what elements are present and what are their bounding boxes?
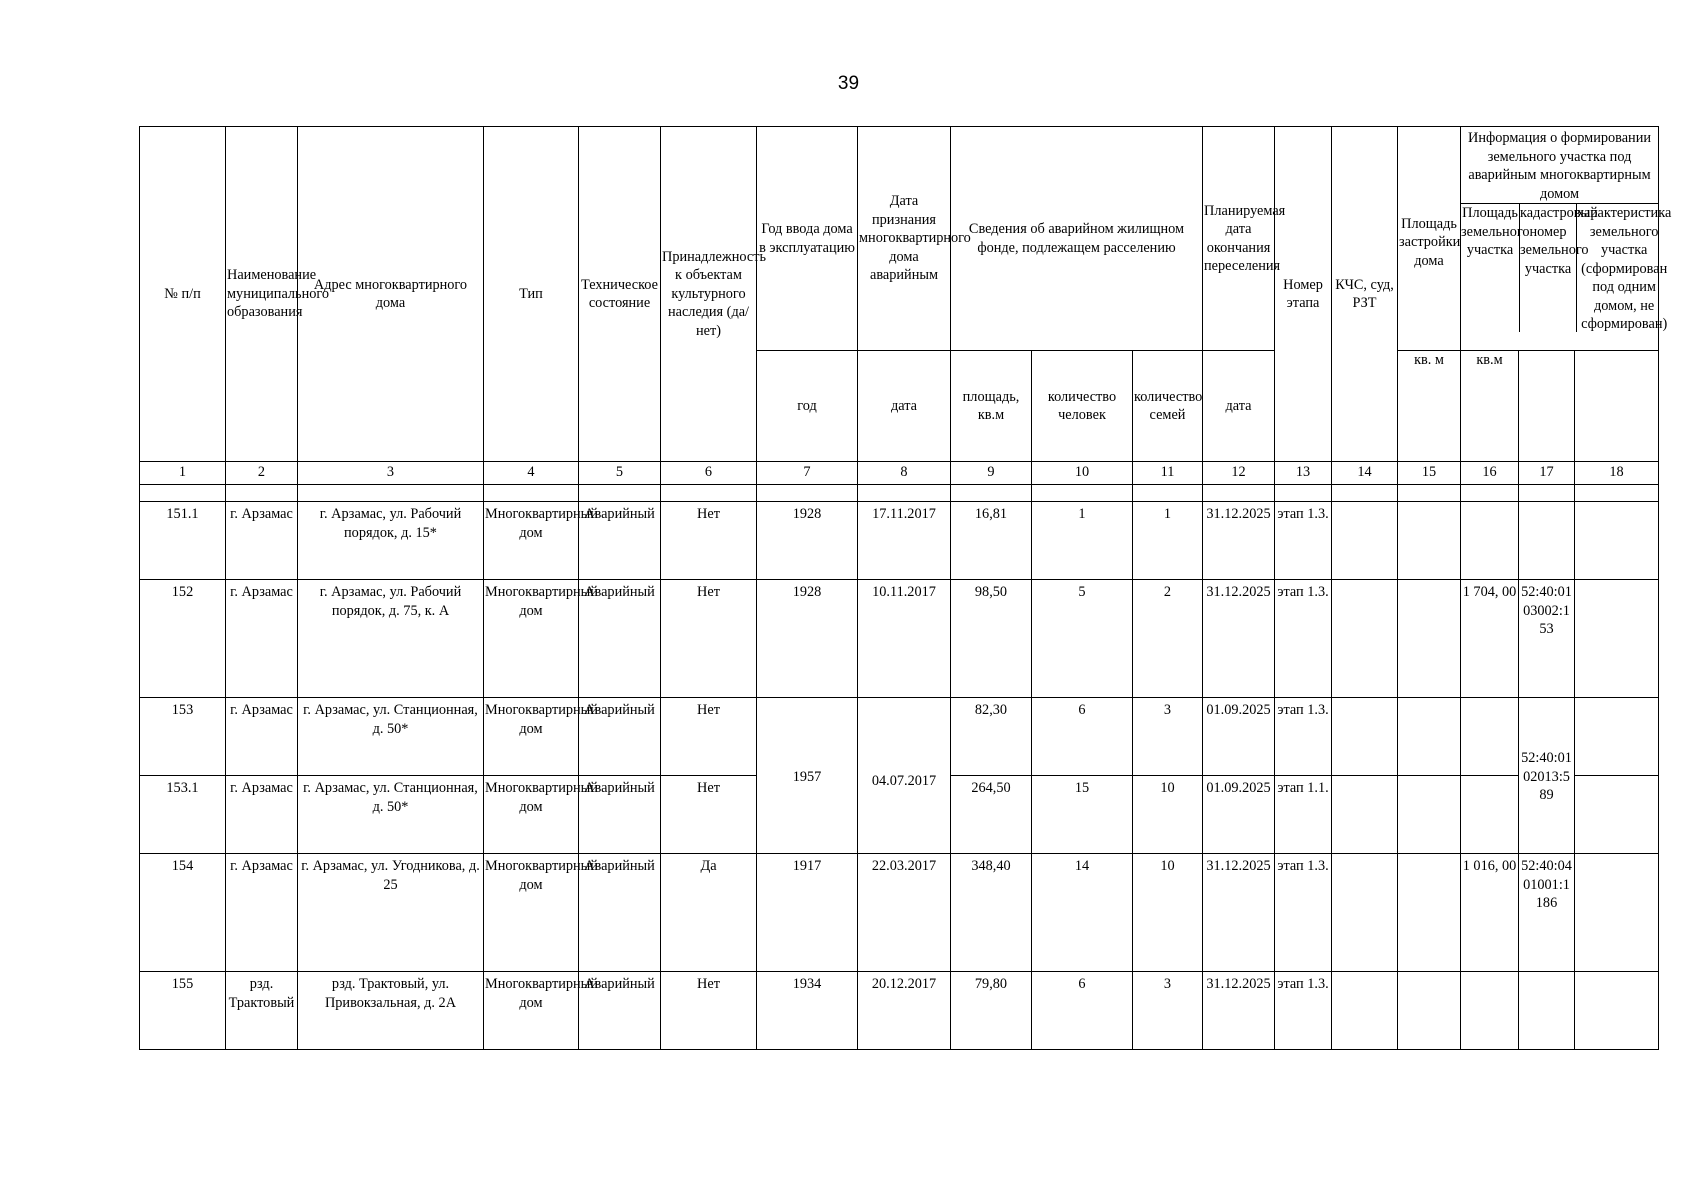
- header-year-unit: год: [757, 351, 858, 462]
- date-cell: 22.03.2017: [858, 854, 951, 972]
- date-cell: 10.11.2017: [858, 580, 951, 698]
- header-emergency-date: Дата признания многоквартирного дома аварийным: [858, 127, 951, 351]
- header-families-unit: количество семей: [1133, 351, 1203, 462]
- column-number: 11: [1133, 462, 1203, 485]
- end-date-cell: 01.09.2025: [1203, 776, 1275, 854]
- municipality-cell: г. Арзамас: [226, 854, 298, 972]
- header-kchs: КЧС, суд, РЗТ: [1332, 127, 1398, 462]
- land-character-cell: [1575, 776, 1659, 854]
- row-number: 154: [140, 854, 226, 972]
- type-cell: Многоквартирный дом: [484, 854, 579, 972]
- header-end-date-unit: дата: [1203, 351, 1275, 462]
- land-area-cell: [1461, 502, 1519, 580]
- column-number: 12: [1203, 462, 1275, 485]
- kchs-cell: [1332, 580, 1398, 698]
- header-people-unit: количество человек: [1032, 351, 1133, 462]
- state-cell: Аварийный: [579, 698, 661, 776]
- people-cell: 6: [1032, 698, 1133, 776]
- stage-cell: этап 1.3.: [1275, 854, 1332, 972]
- building-area-cell: [1398, 776, 1461, 854]
- type-cell: Многоквартирный дом: [484, 776, 579, 854]
- state-cell: Аварийный: [579, 580, 661, 698]
- type-cell: Многоквартирный дом: [484, 502, 579, 580]
- address-cell: г. Арзамас, ул. Рабочий порядок, д. 15*: [298, 502, 484, 580]
- type-cell: Многоквартирный дом: [484, 580, 579, 698]
- address-cell: г. Арзамас, ул. Станционная, д. 50*: [298, 776, 484, 854]
- area-cell: 16,81: [951, 502, 1032, 580]
- header-municipality: Наименование муниципального образования: [226, 127, 298, 462]
- date-cell: 17.11.2017: [858, 502, 951, 580]
- column-number: 4: [484, 462, 579, 485]
- date-cell: 20.12.2017: [858, 972, 951, 1050]
- families-cell: 1: [1133, 502, 1203, 580]
- header-land-info: Информация о формировании земельного участка под аварийным многоквартирным домом: [1461, 127, 1658, 204]
- families-cell: 10: [1133, 776, 1203, 854]
- area-cell: 348,40: [951, 854, 1032, 972]
- heritage-cell: Нет: [661, 972, 757, 1050]
- header-stage: Номер этапа: [1275, 127, 1332, 462]
- table-row: [140, 972, 1659, 1050]
- row-number: 153: [140, 698, 226, 776]
- page-number: 39: [837, 73, 860, 94]
- column-number: 10: [1032, 462, 1133, 485]
- column-number: 9: [951, 462, 1032, 485]
- end-date-cell: 31.12.2025: [1203, 502, 1275, 580]
- date-cell: 04.07.2017: [858, 698, 951, 854]
- column-numbers-row: [140, 462, 1659, 485]
- row-number: 151.1: [140, 502, 226, 580]
- header-land-area-unit: кв.м: [1461, 351, 1519, 462]
- municipality-cell: г. Арзамас: [226, 698, 298, 776]
- header-land-character-unit: [1575, 351, 1659, 462]
- area-cell: 79,80: [951, 972, 1032, 1050]
- header-cultural-heritage: Принадлежность к объектам культурного наследия (да/нет): [661, 127, 757, 462]
- end-date-cell: 31.12.2025: [1203, 580, 1275, 698]
- cadastre-cell: 52:40:0102013:589: [1519, 698, 1575, 854]
- header-technical-state: Техническое состояние: [579, 127, 661, 462]
- building-area-cell: [1398, 502, 1461, 580]
- state-cell: Аварийный: [579, 502, 661, 580]
- building-area-cell: [1398, 972, 1461, 1050]
- families-cell: 3: [1133, 972, 1203, 1050]
- header-date-unit: дата: [858, 351, 951, 462]
- column-number: 6: [661, 462, 757, 485]
- stage-cell: этап 1.3.: [1275, 580, 1332, 698]
- header-land-info-group: [1461, 127, 1672, 351]
- header-emergency-fund: Сведения об аварийном жилищном фонде, подлежащем расселению: [951, 127, 1203, 351]
- building-area-cell: [1398, 854, 1461, 972]
- area-cell: 82,30: [951, 698, 1032, 776]
- table-row: [140, 698, 1659, 776]
- heritage-cell: Нет: [661, 776, 757, 854]
- column-number: 1: [140, 462, 226, 485]
- stage-cell: этап 1.1.: [1275, 776, 1332, 854]
- area-cell: 264,50: [951, 776, 1032, 854]
- cadastre-cell: [1519, 502, 1575, 580]
- land-character-cell: [1575, 580, 1659, 698]
- building-area-cell: [1398, 580, 1461, 698]
- address-cell: г. Арзамас, ул. Рабочий порядок, д. 75, к. А: [298, 580, 484, 698]
- table-row: [140, 580, 1659, 698]
- state-cell: Аварийный: [579, 854, 661, 972]
- heritage-cell: Нет: [661, 502, 757, 580]
- land-character-cell: [1575, 698, 1659, 776]
- row-number: 152: [140, 580, 226, 698]
- column-number: 8: [858, 462, 951, 485]
- column-number: 7: [757, 462, 858, 485]
- header-cadastre-unit: [1519, 351, 1575, 462]
- column-number: 15: [1398, 462, 1461, 485]
- land-character-cell: [1575, 972, 1659, 1050]
- header-cadastre: кадастровый номер земельного участка: [1520, 204, 1577, 332]
- people-cell: 1: [1032, 502, 1133, 580]
- land-area-cell: 1 704, 00: [1461, 580, 1519, 698]
- emergency-housing-table: [139, 126, 1672, 1050]
- column-number: 16: [1461, 462, 1519, 485]
- area-cell: 98,50: [951, 580, 1032, 698]
- kchs-cell: [1332, 502, 1398, 580]
- end-date-cell: 31.12.2025: [1203, 972, 1275, 1050]
- column-number: 17: [1519, 462, 1575, 485]
- land-area-cell: [1461, 776, 1519, 854]
- address-cell: рзд. Трактовый, ул. Привокзальная, д. 2А: [298, 972, 484, 1050]
- year-cell: 1917: [757, 854, 858, 972]
- land-area-cell: [1461, 972, 1519, 1050]
- header-type: Тип: [484, 127, 579, 462]
- families-cell: 2: [1133, 580, 1203, 698]
- land-character-cell: [1575, 854, 1659, 972]
- header-planned-end: Планируемая дата окончания переселения: [1203, 127, 1275, 351]
- column-number: 5: [579, 462, 661, 485]
- column-number: 18: [1575, 462, 1659, 485]
- year-cell: 1928: [757, 580, 858, 698]
- stage-cell: этап 1.3.: [1275, 698, 1332, 776]
- cadastre-cell: 52:40:0103002:153: [1519, 580, 1575, 698]
- municipality-cell: г. Арзамас: [226, 502, 298, 580]
- header-address: Адрес многоквартирного дома: [298, 127, 484, 462]
- building-area-cell: [1398, 698, 1461, 776]
- land-area-cell: 1 016, 00: [1461, 854, 1519, 972]
- year-cell: 1928: [757, 502, 858, 580]
- address-cell: г. Арзамас, ул. Станционная, д. 50*: [298, 698, 484, 776]
- header-land-area: Площадь земельного участка: [1461, 204, 1520, 332]
- spacer-row: [140, 485, 1659, 502]
- people-cell: 14: [1032, 854, 1133, 972]
- kchs-cell: [1332, 776, 1398, 854]
- header-land-character: характеристика земельного участка (сформирован под одним домом, не сформирован): [1577, 205, 1672, 332]
- type-cell: Многоквартирный дом: [484, 698, 579, 776]
- table-row: [140, 854, 1659, 972]
- heritage-cell: Нет: [661, 580, 757, 698]
- header-commission-year: Год ввода дома в эксплуатацию: [757, 127, 858, 351]
- header-building-area-unit: кв. м: [1398, 351, 1461, 462]
- column-number: 2: [226, 462, 298, 485]
- kchs-cell: [1332, 854, 1398, 972]
- families-cell: 10: [1133, 854, 1203, 972]
- municipality-cell: г. Арзамас: [226, 776, 298, 854]
- header-area-unit: площадь, кв.м: [951, 351, 1032, 462]
- kchs-cell: [1332, 972, 1398, 1050]
- row-number: 155: [140, 972, 226, 1050]
- column-number: 3: [298, 462, 484, 485]
- municipality-cell: г. Арзамас: [226, 580, 298, 698]
- header-number: № п/п: [140, 127, 226, 462]
- state-cell: Аварийный: [579, 972, 661, 1050]
- year-cell: 1934: [757, 972, 858, 1050]
- stage-cell: этап 1.3.: [1275, 972, 1332, 1050]
- end-date-cell: 31.12.2025: [1203, 854, 1275, 972]
- state-cell: Аварийный: [579, 776, 661, 854]
- cadastre-cell: [1519, 972, 1575, 1050]
- address-cell: г. Арзамас, ул. Угодникова, д. 25: [298, 854, 484, 972]
- kchs-cell: [1332, 698, 1398, 776]
- people-cell: 15: [1032, 776, 1133, 854]
- land-character-cell: [1575, 502, 1659, 580]
- heritage-cell: Да: [661, 854, 757, 972]
- people-cell: 5: [1032, 580, 1133, 698]
- table-row: [140, 502, 1659, 580]
- row-number: 153.1: [140, 776, 226, 854]
- heritage-cell: Нет: [661, 698, 757, 776]
- column-number: 13: [1275, 462, 1332, 485]
- land-area-cell: [1461, 698, 1519, 776]
- cadastre-cell: 52:40:0401001:1186: [1519, 854, 1575, 972]
- municipality-cell: рзд. Трактовый: [226, 972, 298, 1050]
- type-cell: Многоквартирный дом: [484, 972, 579, 1050]
- year-cell: 1957: [757, 698, 858, 854]
- end-date-cell: 01.09.2025: [1203, 698, 1275, 776]
- people-cell: 6: [1032, 972, 1133, 1050]
- column-number: 14: [1332, 462, 1398, 485]
- stage-cell: этап 1.3.: [1275, 502, 1332, 580]
- families-cell: 3: [1133, 698, 1203, 776]
- header-building-area: Площадь застройки дома: [1398, 127, 1461, 351]
